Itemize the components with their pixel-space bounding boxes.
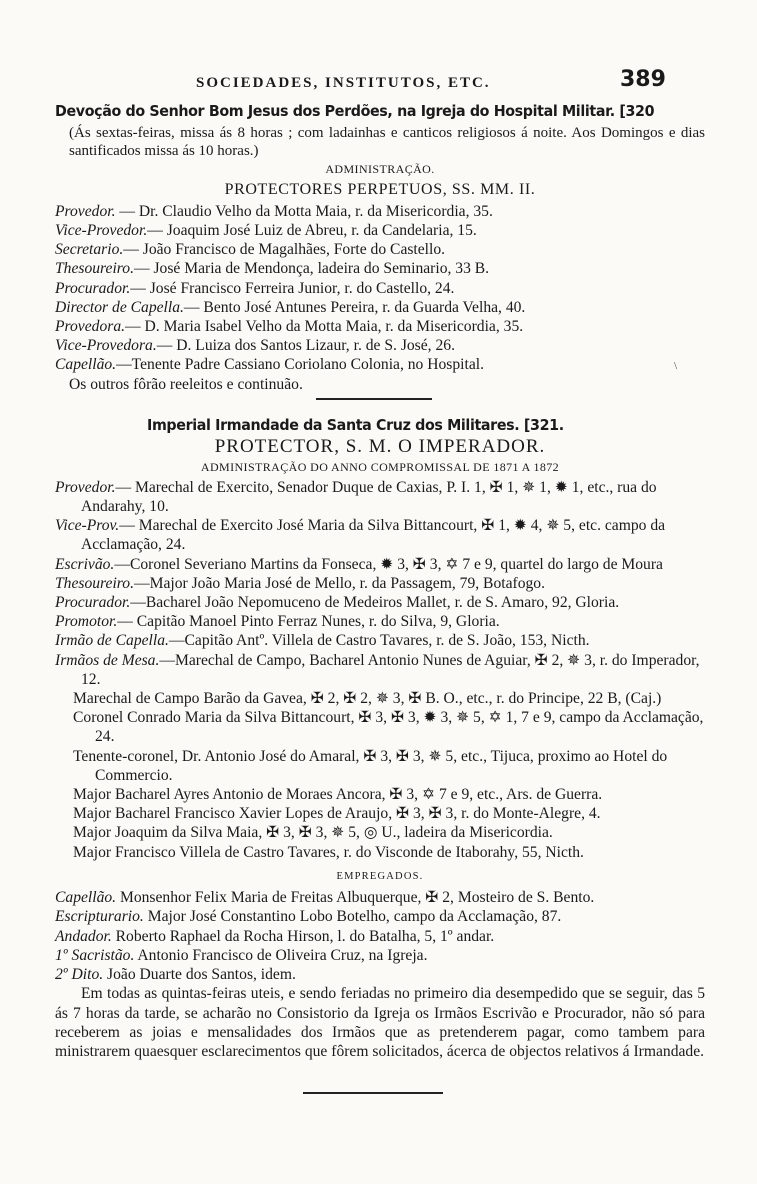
list-item: Marechal de Campo Barão da Gavea, ✠ 2, ✠ 2, ✵ 3, ✠ B. O., etc., r. do Principe, 22 B, (Caj.) [73,690,662,708]
list-item: Tenente-coronel, Dr. Antonio José do Amaral, ✠ 3, ✠ 3, ✵ 5, etc., Tijuca, proximo ao Hotel do Commercio. [73,747,668,784]
list-item: Andador. Roberto Raphael da Rocha Hirson, l. do Batalha, 5, 1º andar. [55,927,495,945]
list-item: Major Francisco Villela de Castro Tavares, r. do Visconde de Itaborahy, 55, Nicth. [73,843,584,861]
list-item: Capellão. Monsenhor Felix Maria de Freitas Albuquerque, ✠ 2, Mosteiro de S. Bento. [55,889,595,907]
list-item: Coronel Conrado Maria da Silva Bittancourt, ✠ 3, ✠ 3, ✹ 3, ✵ 5, ✡ 1, 7 e 9, campo da Acclamação, 24. [73,709,704,746]
list-item: Major Bacharel Ayres Antonio de Moraes Ancora, ✠ 3, ✡ 7 e 9, etc., Ars. de Guerra. [73,786,603,804]
section-title: Devoção do Senhor Bom Jesus dos Perdões, na Igreja do Hospital Militar. [320 [55,102,655,120]
employees-list [55,888,705,984]
list-item: Provedor. — Dr. Claudio Velho da Motta Maia, r. da Misericordia, 35. [55,202,493,220]
closing-paragraph: Em todas as quintas-feiras uteis, e sendo feriadas no primeiro dia desempedido que se seguir, das 5 ás 7 horas da tarde, se acharão no Consistorio da Igreja os Irmãos Escrivão e Procurador, não só para receberem as joias e mensalidades dos Irmãos que as pretenderem pagar, como tambem para ministrarem quaesquer esclarecimentos que fôrem solicitados, ácerca de objectos relativos á Irmandade. [55,985,705,1060]
list-item: Provedora.— D. Maria Isabel Velho da Motta Maia, r. da Misericordia, 35. [55,318,524,336]
list-item: Thesoureiro.— José Maria de Mendonça, ladeira do Seminario, 33 B. [55,260,490,278]
section-title: Imperial Irmandade da Santa Cruz dos Militares. [321. [147,416,564,434]
employees-heading: EMPREGADOS. [336,870,424,882]
list-item: Vice-Provedor.— Joaquim José Luiz de Abreu, r. da Candelaria, 15. [55,222,477,240]
list-item: Irmãos de Mesa.—Marechal de Campo, Bacharel Antonio Nunes de Aguiar, ✠ 2, ✵ 3, r. do Imperador, 12. [55,651,700,688]
list-item: Promotor.— Capitão Manoel Pinto Ferraz Nunes, r. do Silva, 9, Gloria. [55,613,500,631]
running-title: SOCIEDADES, INSTITUTOS, ETC. [196,75,491,91]
section-santa-cruz [55,414,705,1061]
list-item: Irmão de Capella.—Capitão Antº. Villela de Castro Tavares, r. de S. João, 153, Nicth. [55,632,590,650]
officer-list [55,478,705,689]
administration-heading: ADMINISTRAÇÃO DO ANNO COMPROMISSAL DE 1871 A 1872 [200,460,560,475]
list-item: Escripturario. Major José Constantino Lobo Botelho, campo da Acclamação, 87. [55,908,562,926]
officer-list [55,202,705,375]
section-devocao [55,100,705,394]
protector-heading: PROTECTOR, S. M. O IMPERADOR. [214,436,546,457]
list-item: Capellão.—Tenente Padre Cassiano Coriolano Colonia, no Hospital. [55,356,484,374]
list-item: Vice-Prov.— Marechal de Exercito José Maria da Silva Bittancourt, ✠ 1, ✹ 4, ✵ 5, etc. campo da Acclamação, 24. [55,517,666,554]
mesa-members-list [55,689,705,862]
protectors-heading: PROTECTORES PERPETUOS, SS. MM. II. [224,181,536,199]
list-item: 2º Dito. João Duarte dos Santos, idem. [55,966,296,984]
list-item: Secretario.— João Francisco de Magalhães, Forte do Castello. [55,241,446,259]
list-item: Vice-Provedora.— D. Luiza dos Santos Lizaur, r. de S. José, 26. [55,337,455,355]
list-item: 1º Sacristão. Antonio Francisco de Oliveira Cruz, na Igreja. [55,946,428,964]
end-divider [303,1092,443,1094]
section-divider [316,398,432,400]
closing-note: Os outros fôrão reeleitos e continuão. [69,375,303,393]
list-item: Procurador.— José Francisco Ferreira Junior, r. do Castello, 24. [55,279,455,297]
list-item: Procurador.—Bacharel João Nepomuceno de Medeiros Mallet, r. de S. Amaro, 92, Gloria. [55,594,620,612]
list-item: Major Bacharel Francisco Xavier Lopes de Araujo, ✠ 3, ✠ 3, r. do Monte-Alegre, 4. [73,805,601,823]
list-item: Provedor.— Marechal de Exercito, Senador Duque de Caxias, P. I. 1, ✠ 1, ✵ 1, ✹ 1, etc., rua do Andarahy, 10. [55,478,657,516]
page-number: 389 [620,67,666,92]
section-note: (Ás sextas-feiras, missa ás 8 horas ; com ladainhas e canticos religiosos á noite. Aos Domingos e dias santificados missa ás 10 horas.) [69,125,705,159]
margin-mark: \ [674,360,678,372]
list-item: Director de Capella.— Bento José Antunes Pereira, r. da Guarda Velha, 40. [55,298,526,316]
list-item: Thesoureiro.—Major João Maria José de Mello, r. da Passagem, 79, Botafogo. [55,574,545,592]
list-item: Major Joaquim da Silva Maia, ✠ 3, ✠ 3, ✵ 5, ◎ U., ladeira da Misericordia. [73,824,553,842]
list-item: Escrivão.—Coronel Severiano Martins da Fonseca, ✹ 3, ✠ 3, ✡ 7 e 9, quartel do largo de Moura [55,555,663,573]
administration-heading: ADMINISTRAÇÃO. [325,162,435,176]
page-header [0,67,757,96]
